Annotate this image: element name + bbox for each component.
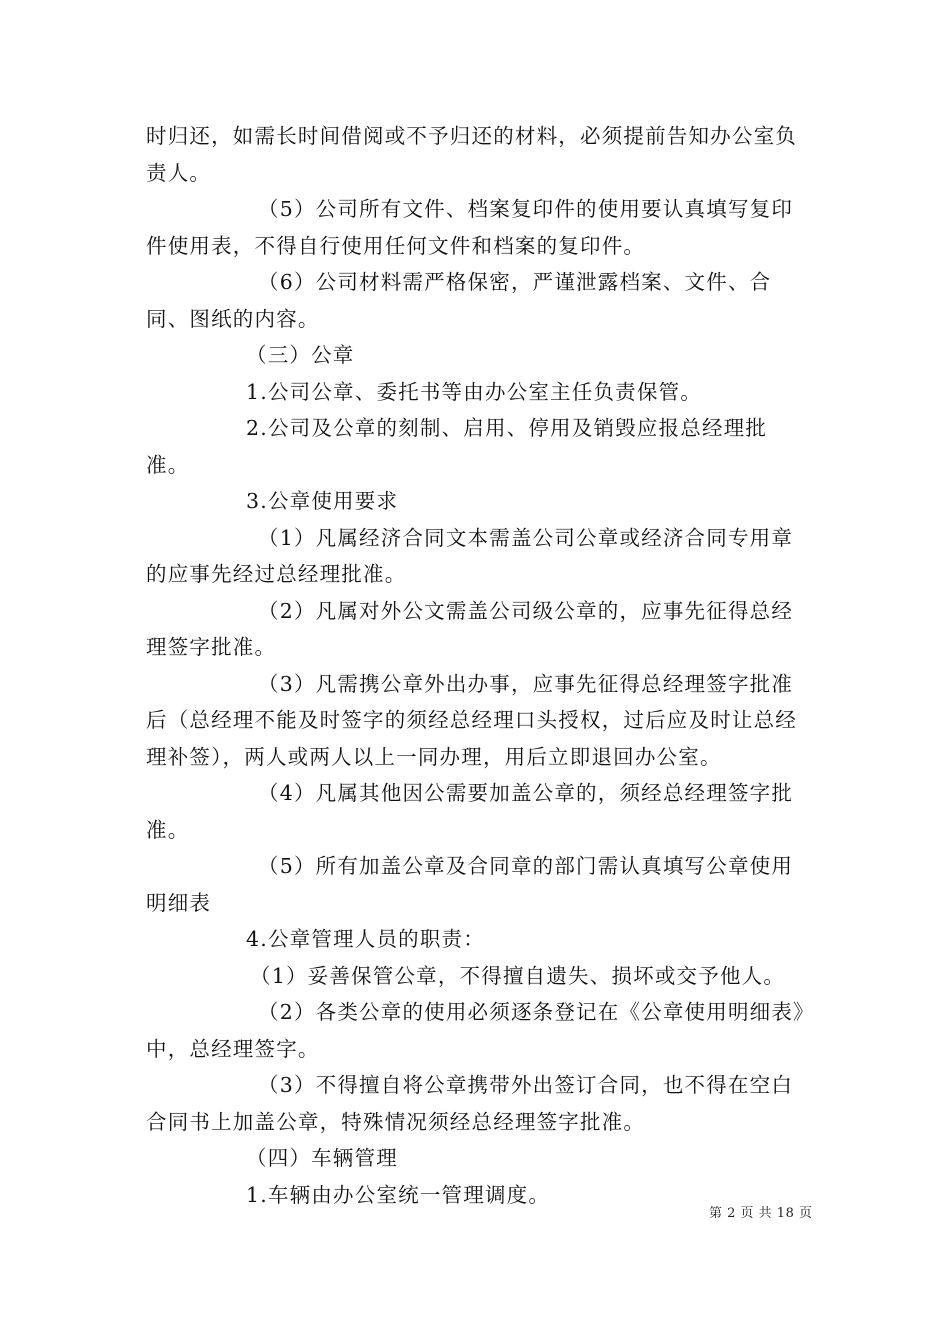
paragraph: （2）凡属对外公文需盖公司级公章的，应事先征得总经理签字批准。 [146,598,794,659]
paragraph: 1.车辆由办公室统一管理调度。 [246,1182,551,1207]
paragraph: 2.公司及公章的刻制、启用、停用及销毁应报总经理批准。 [146,416,768,477]
paragraph: （6）公司材料需严格保密，严谨泄露档案、文件、合同、图纸的内容。 [146,270,772,331]
section-heading: （三）公章 [246,343,355,367]
document-body [146,118,810,1213]
paragraph: （3）不得擅自将公章携带外出签订合同，也不得在空白合同书上加盖公章，特殊情况须经总经理签字批准。 [146,1073,794,1134]
paragraph: （5）公司所有文件、档案复印件的使用要认真填写复印件使用表，不得自行使用任何文件和档案的复印件。 [146,197,794,258]
paragraph: （3）凡需携公章外出办事，应事先征得总经理签字批准后（总经理不能及时签字的须经总经理口头授权，过后应及时让总经理补签），两人或两人以上一同办理，用后立即退回办公室。 [146,671,797,769]
paragraph: （5）所有加盖公章及合同章的部门需认真填写公章使用明细表 [146,854,794,915]
paragraph: （1）妥善保管公章，不得擅自遗失、损坏或交予他人。 [250,963,786,988]
page-number-footer: 第 2 页 共 18 页 [709,1206,813,1221]
paragraph: （4）凡属其他因公需要加盖公章的，须经总经理签字批准。 [146,781,794,842]
paragraph: 3.公章使用要求 [246,489,399,513]
paragraph: （1）凡属经济合同文本需盖公司公章或经济合同专用章的应事先经过总经理批准。 [146,525,794,586]
section-heading: （四）车辆管理 [246,1146,398,1170]
paragraph: 1.公司公章、委托书等由办公室主任负责保管。 [246,379,702,404]
paragraph: （2）各类公章的使用必须逐条登记在《公章使用明细表》中，总经理签字。 [146,1000,805,1061]
paragraph: 4.公章管理人员的职责： [246,927,485,951]
paragraph: 时归还，如需长时间借阅或不予归还的材料，必须提前告知办公室负责人。 [146,124,797,185]
